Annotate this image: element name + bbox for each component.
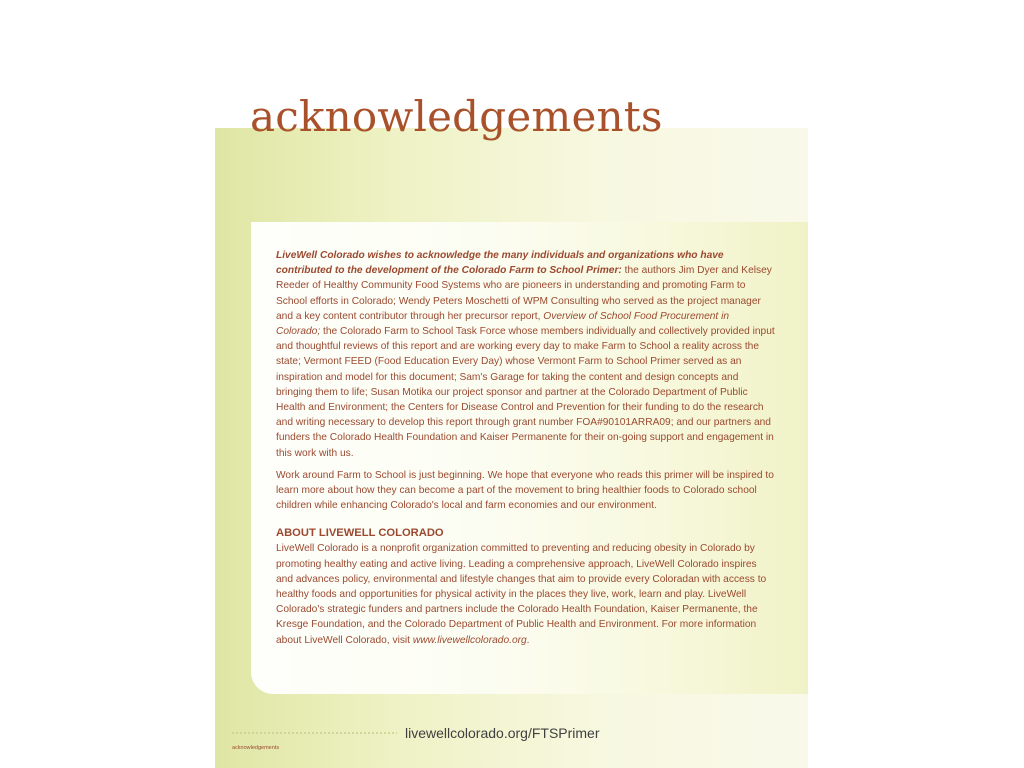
about-end: . — [526, 634, 530, 646]
page-title: acknowledgements — [250, 92, 663, 141]
footer-section-label: acknowledgements — [232, 745, 280, 751]
about-paragraph — [276, 541, 776, 647]
acknowledgement-lead: LiveWell Colorado wishes to acknowledge the many individuals and organizations who have contributed to the development of the Colorado Farm to School Primer: — [276, 250, 724, 277]
about-body: LiveWell Colorado is a nonprofit organization committed to preventing and reducing obesity in Colorado by promoting healthy eating and active living. Leading a comprehensive approach, LiveWell Colorado inspires and advances policy, environmental and lifestyle changes that aim to provide every Coloradan with access to healthy foods and opportunities for physical activity in the places they live, work, learn and play. LiveWell Colorado's strategic funders and partners include the Colorado Health Foundation, Kaiser Permanente, the Kresge Foundation, and the Colorado Department of Public Health and Environment. For more information about LiveWell Colorado, visit — [276, 543, 767, 646]
acknowledgement-text-a: the authors Jim Dyer and Kelsey Reeder of Healthy Community Food Systems who are pioneers in understanding and promoting Farm to School efforts in Colorado; Wendy Peters Moschetti of WPM Consulting who served as the project manager and a key content contributor through her precursor report, — [276, 265, 772, 322]
footer-dotted-rule — [231, 732, 397, 734]
farm-to-school-paragraph: Work around Farm to School is just beginning. We hope that everyone who reads this primer will be inspired to learn more about how they can become a part of the movement to bring healthier foods to Colorado school children while enhancing Colorado's local and farm economies and our environment. — [276, 469, 774, 512]
acknowledgement-paragraph — [276, 248, 776, 461]
about-heading: ABOUT LIVEWELL COLORADO — [276, 527, 444, 540]
report-title: Overview of School Food Procurement in Colorado; — [276, 310, 730, 338]
website-text: www.livewellcolorado.org — [412, 634, 527, 646]
acknowledgement-text-b: the Colorado Farm to School Task Force whose members individually and collectively provided input and thoughtful reviews of this report and are working every day to make Farm to School a reality across the state; Vermont FEED (Food Education Every Day) whose Vermont Farm to School Primer served as an inspiration and model for this document; Sam's Garage for taking the content and design concepts and bringing them to life; Susan Motika our project sponsor and partner at the Colorado Department of Public Health and Environment; the Centers for Disease Control and Prevention for their funding to do the research and writing necessary to develop this report through grant number FOA#90101ARRA09; and our partners and funders the Colorado Health Foundation and Kaiser Permanente for their on-going support and engagement in this work with us. — [276, 326, 775, 459]
acknowledgements-content-card — [251, 222, 808, 694]
footer-url: livewellcolorado.org/FTSPrimer — [405, 725, 600, 741]
